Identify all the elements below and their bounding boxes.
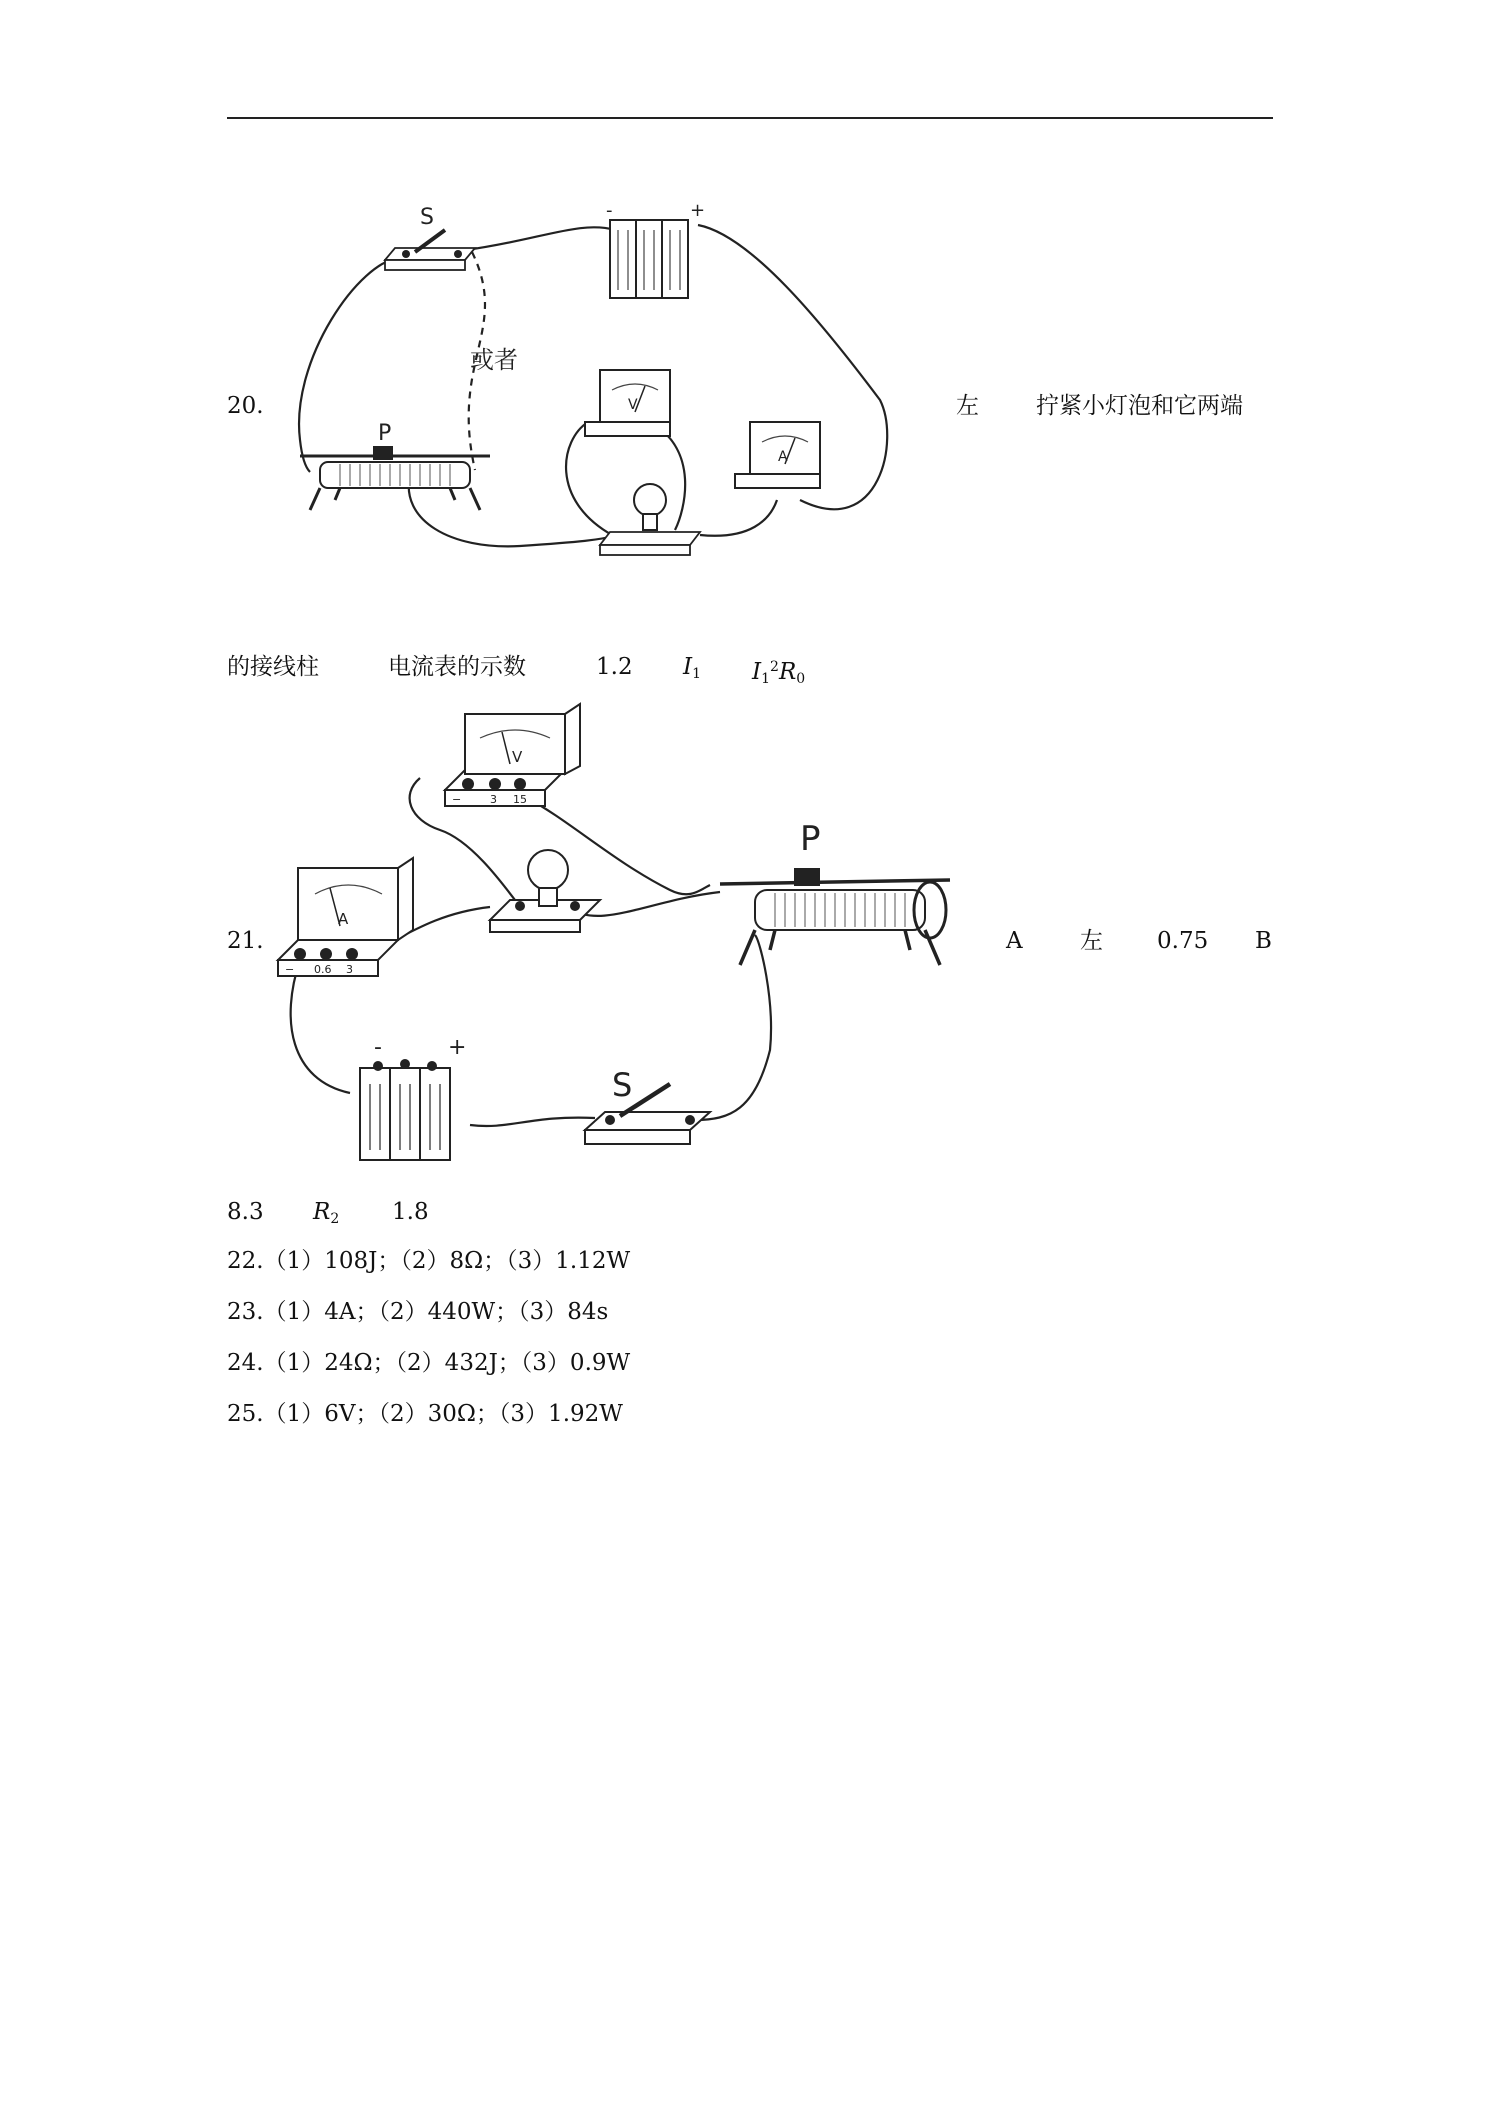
- q25-answers: 25.（1）6V；（2）30Ω；（3）1.92W: [227, 1401, 623, 1427]
- q21-ammeter-tick-0: −: [285, 963, 295, 976]
- q21-battery-minus: -: [374, 1035, 382, 1060]
- q21-voltmeter-tick-2: 15: [513, 793, 527, 806]
- q21-ammeter-tick-1: 0.6: [314, 963, 332, 976]
- q20-answer-5: $I_1$: [683, 654, 702, 682]
- q21-battery: [360, 1035, 466, 1160]
- q21-battery-plus: +: [448, 1035, 467, 1060]
- q21-switch-label: S: [612, 1066, 633, 1104]
- q20-answer-4: 1.2: [596, 654, 633, 680]
- q20-number: 20.: [227, 393, 264, 419]
- q24-answers: 24.（1）24Ω；（2）432J；（3）0.9W: [227, 1350, 631, 1376]
- q23-answers: 23.（1）4A；（2）440W；（3）84s: [227, 1299, 609, 1325]
- q21-voltmeter-tick-0: −: [452, 793, 462, 806]
- q21-circuit-diagram: [270, 700, 970, 1170]
- q20-rheostat-label: P: [378, 421, 392, 446]
- q20-ammeter-letter: A: [778, 449, 788, 465]
- q20-battery-plus: +: [690, 200, 706, 221]
- q21-switch: [585, 1066, 710, 1144]
- q21-ammeter-letter: A: [338, 910, 349, 928]
- q21-voltmeter-letter: V: [512, 748, 523, 766]
- q20-switch-label: S: [420, 205, 434, 230]
- q21-answer-7: 1.8: [392, 1199, 429, 1225]
- q20-ammeter: [735, 422, 820, 488]
- q21-voltmeter: [445, 704, 580, 806]
- q21-answer-3: 0.75: [1157, 928, 1209, 954]
- header-rule: [227, 117, 1273, 119]
- q20-answer-1: 左: [956, 393, 979, 419]
- q20-answer-2a: 拧紧小灯泡和它两端: [1036, 393, 1243, 419]
- q21-answer-2: 左: [1080, 928, 1103, 954]
- q20-rheostat: [300, 421, 490, 510]
- q20-voltmeter: [585, 370, 670, 436]
- q20-alt-label: 或者: [470, 346, 518, 374]
- q22-answers: 22.（1）108J；（2）8Ω；（3）1.12W: [227, 1248, 631, 1274]
- q21-ammeter-tick-2: 3: [346, 963, 353, 976]
- q20-battery: [606, 200, 705, 298]
- q21-answer-6: $R_2$: [313, 1199, 340, 1227]
- q21-rheostat: [720, 819, 950, 965]
- q21-answer-4: B: [1255, 928, 1272, 954]
- q20-answer-6: $I_1^2R_0$: [752, 659, 806, 687]
- q21-bulb: [490, 850, 600, 932]
- q20-circuit-diagram: [280, 200, 920, 560]
- q20-answer-3: 电流表的示数: [388, 654, 526, 680]
- q21-voltmeter-tick-1: 3: [490, 793, 497, 806]
- q20-voltmeter-letter: V: [628, 397, 638, 413]
- q21-rheostat-label: P: [800, 819, 821, 859]
- q20-switch: [385, 205, 475, 270]
- q21-answer-5: 8.3: [227, 1199, 264, 1225]
- q20-answer-2b: 的接线柱: [227, 654, 319, 680]
- q21-number: 21.: [227, 928, 264, 954]
- q20-battery-minus: -: [606, 200, 613, 221]
- q21-answer-1: A: [1006, 928, 1023, 954]
- q21-ammeter: [278, 858, 413, 976]
